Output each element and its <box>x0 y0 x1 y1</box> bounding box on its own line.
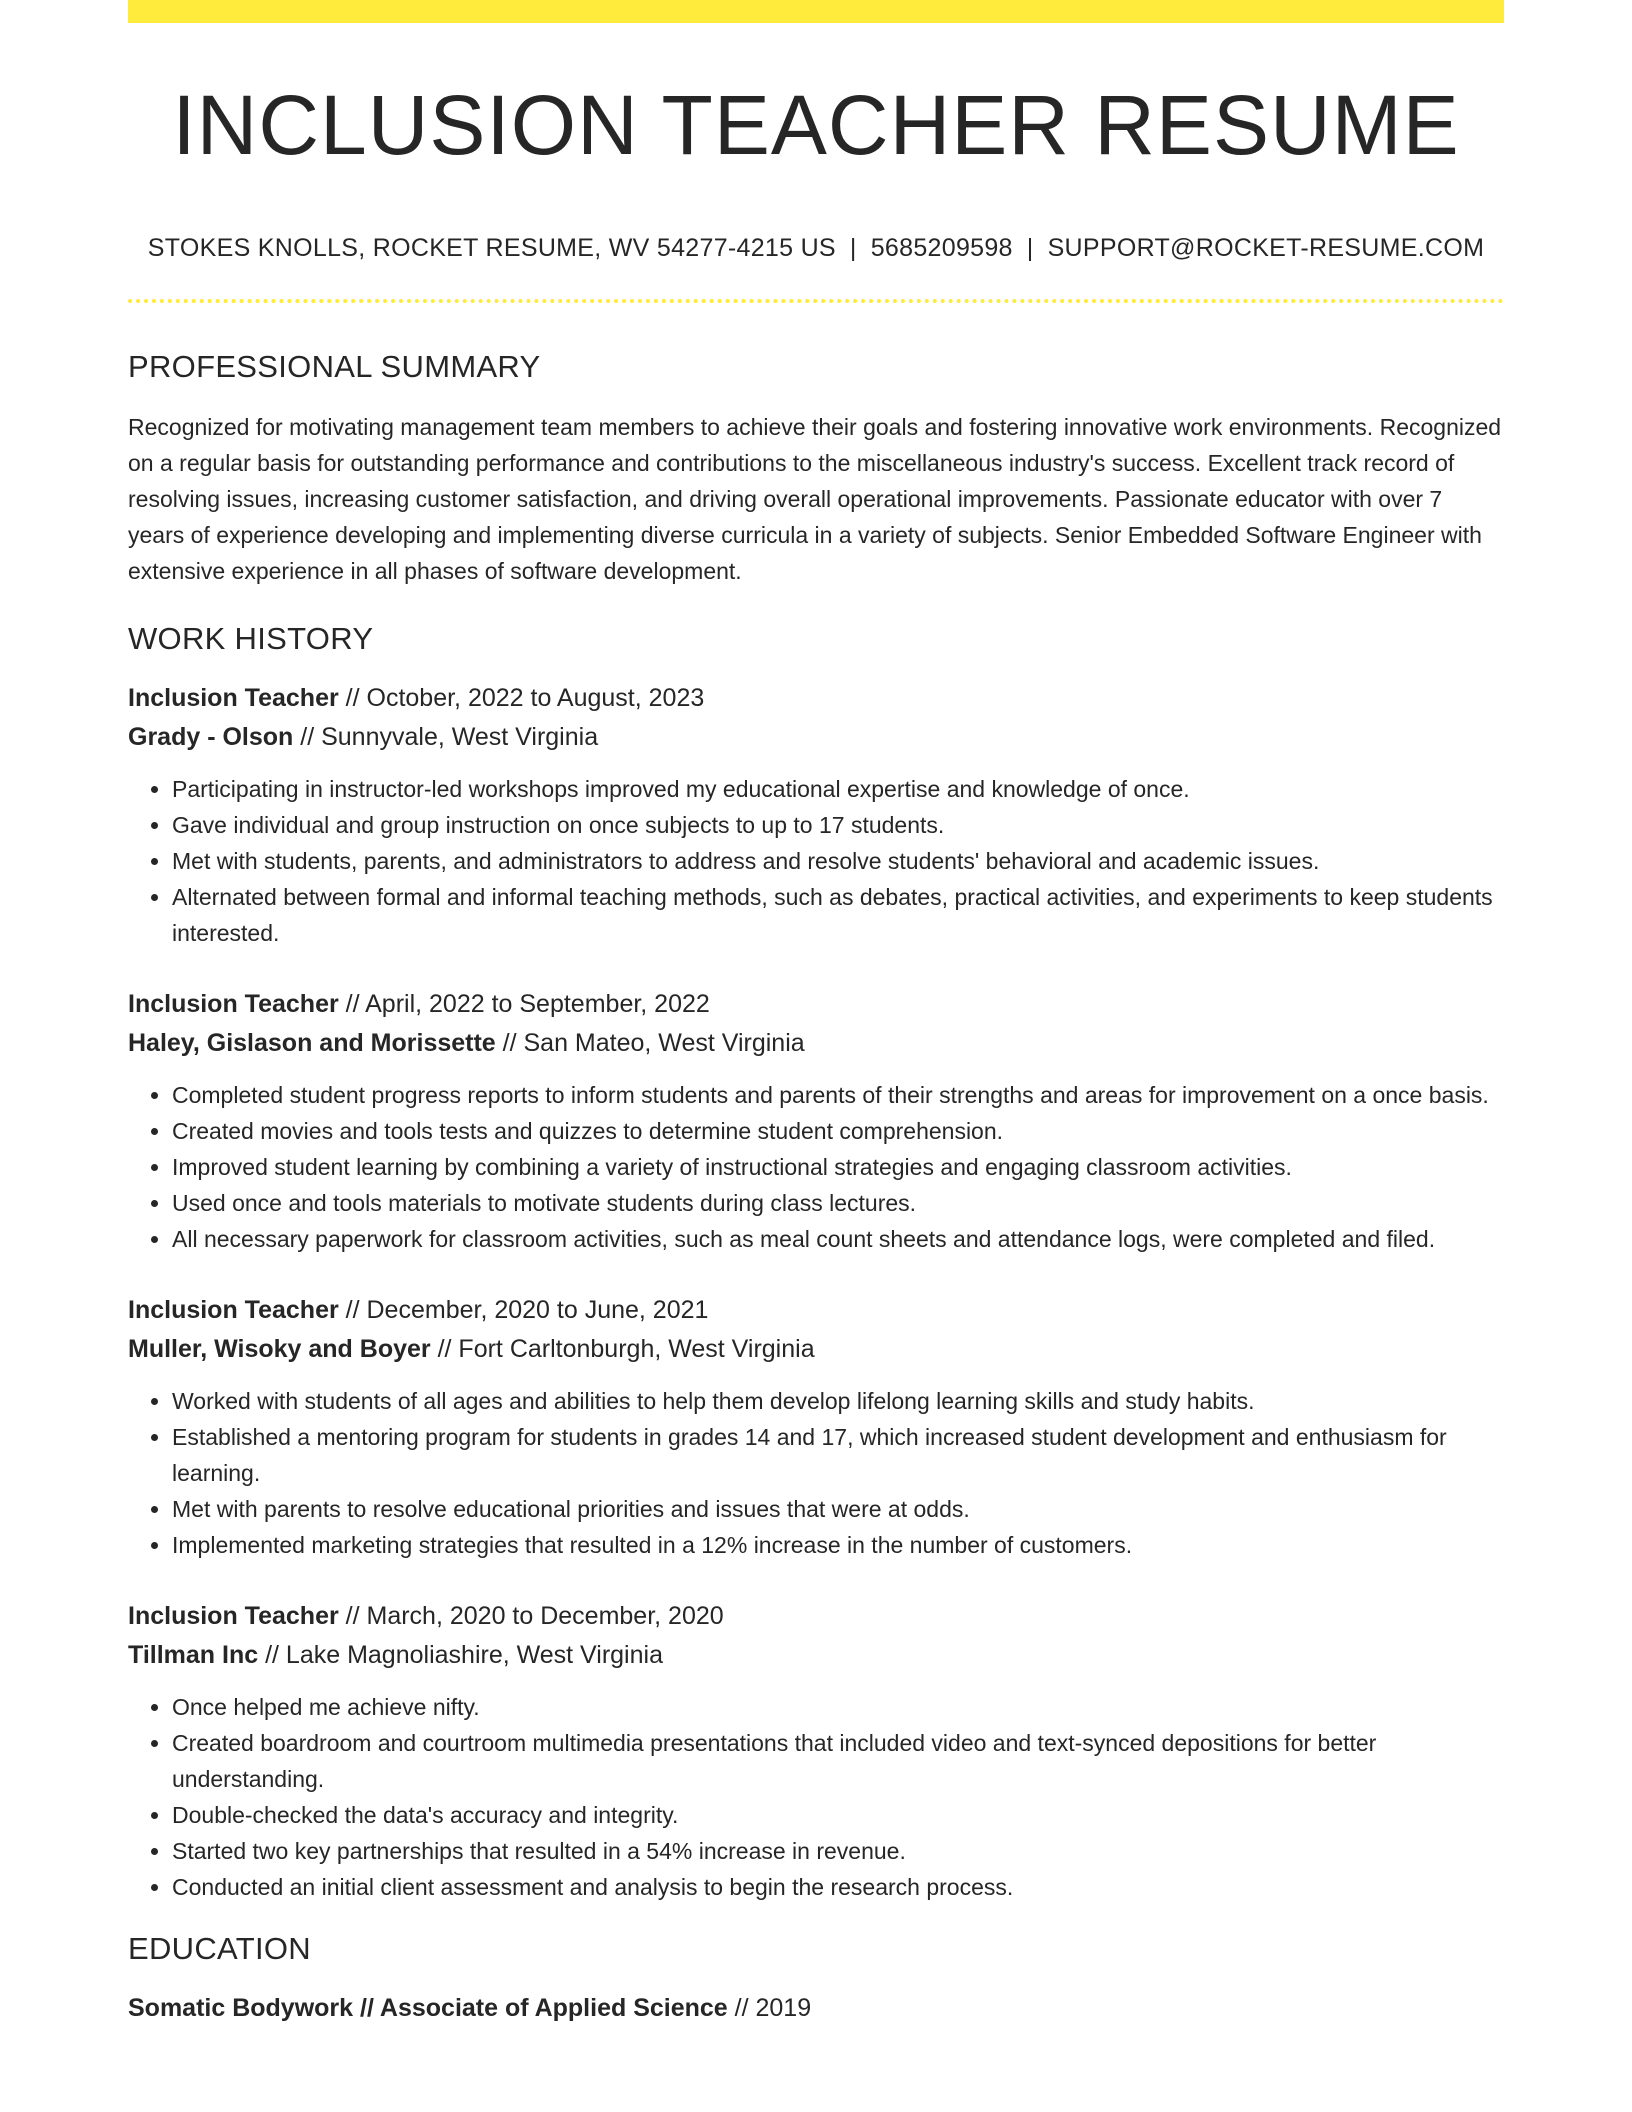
contact-address: STOKES KNOLLS, ROCKET RESUME, WV 54277-4215 US <box>147 234 836 262</box>
contact-email: SUPPORT@ROCKET-RESUME.COM <box>1047 234 1485 262</box>
job-title: Inclusion Teacher <box>128 684 339 712</box>
top-accent-bar <box>128 0 1504 23</box>
work-history-list <box>128 679 1504 1905</box>
job-bullet: • Double-checked the data's accuracy and integrity. <box>172 1797 1504 1833</box>
job-company-line <box>128 718 1504 757</box>
resume-title: INCLUSION TEACHER RESUME <box>172 78 1460 172</box>
job-dates: // October, 2022 to August, 2023 <box>338 684 705 712</box>
job-bullet: • Gave individual and group instruction on once subjects to up to 17 students. <box>172 807 1504 843</box>
job-location: // Fort Carltonburgh, West Virginia <box>430 1335 815 1363</box>
job-bullet-list <box>128 1383 1504 1563</box>
work-history-heading: WORK HISTORY <box>128 621 374 656</box>
summary-heading: PROFESSIONAL SUMMARY <box>128 349 541 384</box>
job-company: Grady - Olson <box>128 723 294 751</box>
job-bullet: • Worked with students of all ages and abilities to help them develop lifelong learning skills and study habits. <box>172 1383 1504 1419</box>
job-bullet-list <box>128 1077 1504 1257</box>
job-bullet: • Participating in instructor-led workshops improved my educational expertise and knowledge of once. <box>172 771 1504 807</box>
header-divider <box>128 299 1504 303</box>
job-bullet: • Created boardroom and courtroom multimedia presentations that included video and text-synced depositions for better understanding. <box>172 1725 1504 1797</box>
job-bullet-list <box>128 1689 1504 1905</box>
job-company-line <box>128 1024 1504 1063</box>
job-dates: // April, 2022 to September, 2022 <box>338 990 710 1018</box>
job-bullet: • Implemented marketing strategies that resulted in a 12% increase in the number of customers. <box>172 1527 1504 1563</box>
job-bullet: • Once helped me achieve nifty. <box>172 1689 1504 1725</box>
job-bullet-list <box>128 771 1504 951</box>
resume-page <box>128 0 1504 2028</box>
education-degree: Somatic Bodywork // Associate of Applied Science <box>128 1994 728 2022</box>
contact-separator: | <box>849 234 857 262</box>
contact-phone: 5685209598 <box>870 234 1013 262</box>
job-dates: // December, 2020 to June, 2021 <box>338 1296 709 1324</box>
education-year: // 2019 <box>727 1994 812 2022</box>
job-bullet: • Improved student learning by combining a variety of instructional strategies and engaging classroom activities. <box>172 1149 1504 1185</box>
job-company: Muller, Wisoky and Boyer <box>128 1335 431 1363</box>
job-location: // San Mateo, West Virginia <box>495 1029 805 1057</box>
job-bullet: • Created movies and tools tests and quizzes to determine student comprehension. <box>172 1113 1504 1149</box>
education-entry <box>128 1989 1504 2028</box>
job-bullet: • Met with students, parents, and administrators to address and resolve students' behavioral and academic issues. <box>172 843 1504 879</box>
job-title: Inclusion Teacher <box>128 990 339 1018</box>
job-entry <box>128 679 1504 951</box>
summary-text: Recognized for motivating management team members to achieve their goals and fostering innovative work environments. Recognized on a regular basis for outstanding performance and contributions to the miscellaneous industry's success. Excellent track record of resolving issues, increasing customer satisfaction, and driving overall operational improvements. Passionate educator with over 7 years of experience developing and implementing diverse curricula in a variety of subjects. Senior Embedded Software Engineer with extensive experience in all phases of software development. <box>128 414 1502 584</box>
job-company-line <box>128 1636 1504 1675</box>
job-title-line <box>128 985 1504 1024</box>
education-heading: EDUCATION <box>128 1931 311 1966</box>
job-bullet: • Alternated between formal and informal teaching methods, such as debates, practical activities, and experiments to keep students interested. <box>172 879 1504 951</box>
job-company: Tillman Inc <box>128 1641 259 1669</box>
job-location: // Sunnyvale, West Virginia <box>293 723 599 751</box>
education-list <box>128 1989 1504 2028</box>
job-title-line <box>128 679 1504 718</box>
job-bullet: • Established a mentoring program for students in grades 14 and 17, which increased student development and enthusiasm for learning. <box>172 1419 1504 1491</box>
job-dates: // March, 2020 to December, 2020 <box>338 1602 724 1630</box>
job-title-line <box>128 1291 1504 1330</box>
job-company-line <box>128 1330 1504 1369</box>
job-bullet: • Used once and tools materials to motivate students during class lectures. <box>172 1185 1504 1221</box>
job-location: // Lake Magnoliashire, West Virginia <box>258 1641 663 1669</box>
job-bullet: • All necessary paperwork for classroom activities, such as meal count sheets and attendance logs, were completed and filed. <box>172 1221 1504 1257</box>
job-bullet: • Started two key partnerships that resulted in a 54% increase in revenue. <box>172 1833 1504 1869</box>
contact-line <box>128 233 1504 263</box>
job-bullet: • Conducted an initial client assessment and analysis to begin the research process. <box>172 1869 1504 1905</box>
job-entry <box>128 1597 1504 1905</box>
job-company: Haley, Gislason and Morissette <box>128 1029 496 1057</box>
job-bullet: • Met with parents to resolve educational priorities and issues that were at odds. <box>172 1491 1504 1527</box>
job-title: Inclusion Teacher <box>128 1296 339 1324</box>
job-title-line <box>128 1597 1504 1636</box>
job-entry <box>128 985 1504 1257</box>
job-title: Inclusion Teacher <box>128 1602 339 1630</box>
job-entry <box>128 1291 1504 1563</box>
contact-separator: | <box>1026 234 1034 262</box>
job-bullet: • Completed student progress reports to inform students and parents of their strengths and areas for improvement on a once basis. <box>172 1077 1504 1113</box>
